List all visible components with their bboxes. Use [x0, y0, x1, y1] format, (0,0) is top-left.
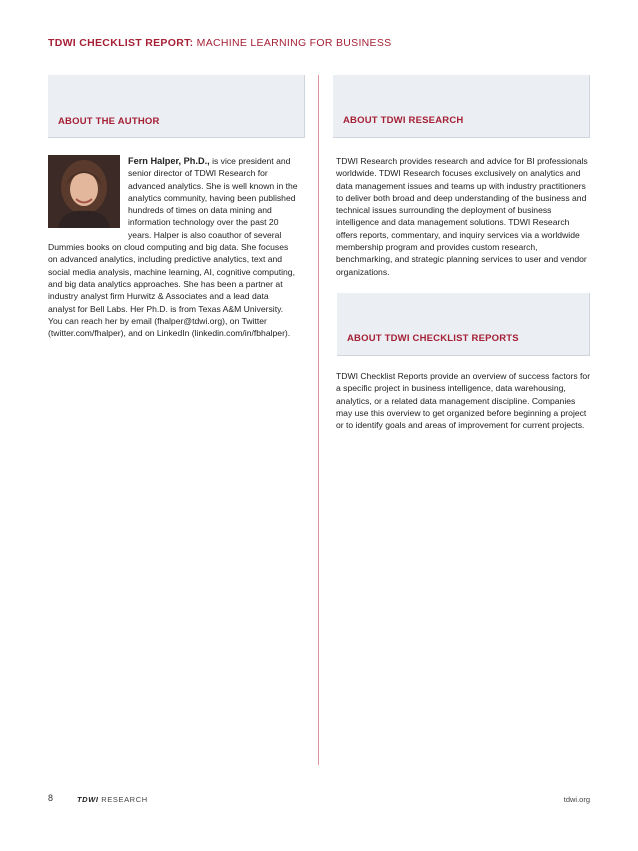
report-header-title: MACHINE LEARNING FOR BUSINESS [193, 37, 392, 49]
checklist-body-text: TDWI Checklist Reports provide an overview of success factors for a specific project in business intelligence, data warehousing, analytics, or a related data management discipline. Companies may use this overview to get organized before beginning a project or to identify goals and areas of improvement for current projects. [336, 371, 591, 431]
checklist-section-bar [337, 293, 590, 356]
author-bio-block [48, 155, 298, 339]
research-section-title: ABOUT TDWI RESEARCH [343, 115, 464, 126]
research-body-text: TDWI Research provides research and advice for BI professionals worldwide. TDWI Research focuses exclusively on analytics and data management issues and teams up with industry practitioners to deliver both broad and deep understanding of the business and technical issues surrounding the deployment of business intelligence and data management solutions. TDWI Research offers reports, commentary, and inquiry services via a worldwide membership program and provides custom research, benchmarking, and strategic planning services to user and vendor organizations. [336, 156, 588, 277]
author-photo-icon [48, 155, 120, 228]
column-divider [318, 75, 319, 765]
page-number: 8 [48, 793, 54, 803]
footer-logo [77, 795, 148, 804]
footer-logo-mark: TDWI [77, 795, 99, 804]
author-photo [48, 155, 120, 231]
report-header-label: TDWI CHECKLIST REPORT: [48, 37, 194, 49]
author-section-title: ABOUT THE AUTHOR [58, 116, 160, 127]
research-section-bar [333, 75, 590, 138]
author-bio-text: is vice president and senior director of TDWI Research for advanced analytics. She is well known in the analytics community, having been published hundreds of times on data mining and information technology over the past 20 years. Halper is also coauthor of several Dummies books on cloud computing and big data. She focuses on advanced analytics, including predictive analytics, text and social media analysis, machine learning, AI, cognitive computing, and big data analytics approaches. She has been a partner at industry analyst firm Hurwitz & Associates and a lead data analyst for Bell Labs. Her Ph.D. is from Texas A&M University. You can reach her by email (fhalper@tdwi.org), on Twitter (twitter.com/fhalper), and on LinkedIn (linkedin.com/in/fbhalper). [48, 156, 298, 339]
author-name: Fern Halper, Ph.D., [128, 156, 210, 166]
checklist-section-title: ABOUT TDWI CHECKLIST REPORTS [347, 333, 519, 344]
footer-url[interactable]: tdwi.org [563, 795, 590, 804]
report-header [48, 37, 391, 49]
footer-logo-text: RESEARCH [98, 795, 148, 804]
author-section-bar [48, 75, 305, 138]
